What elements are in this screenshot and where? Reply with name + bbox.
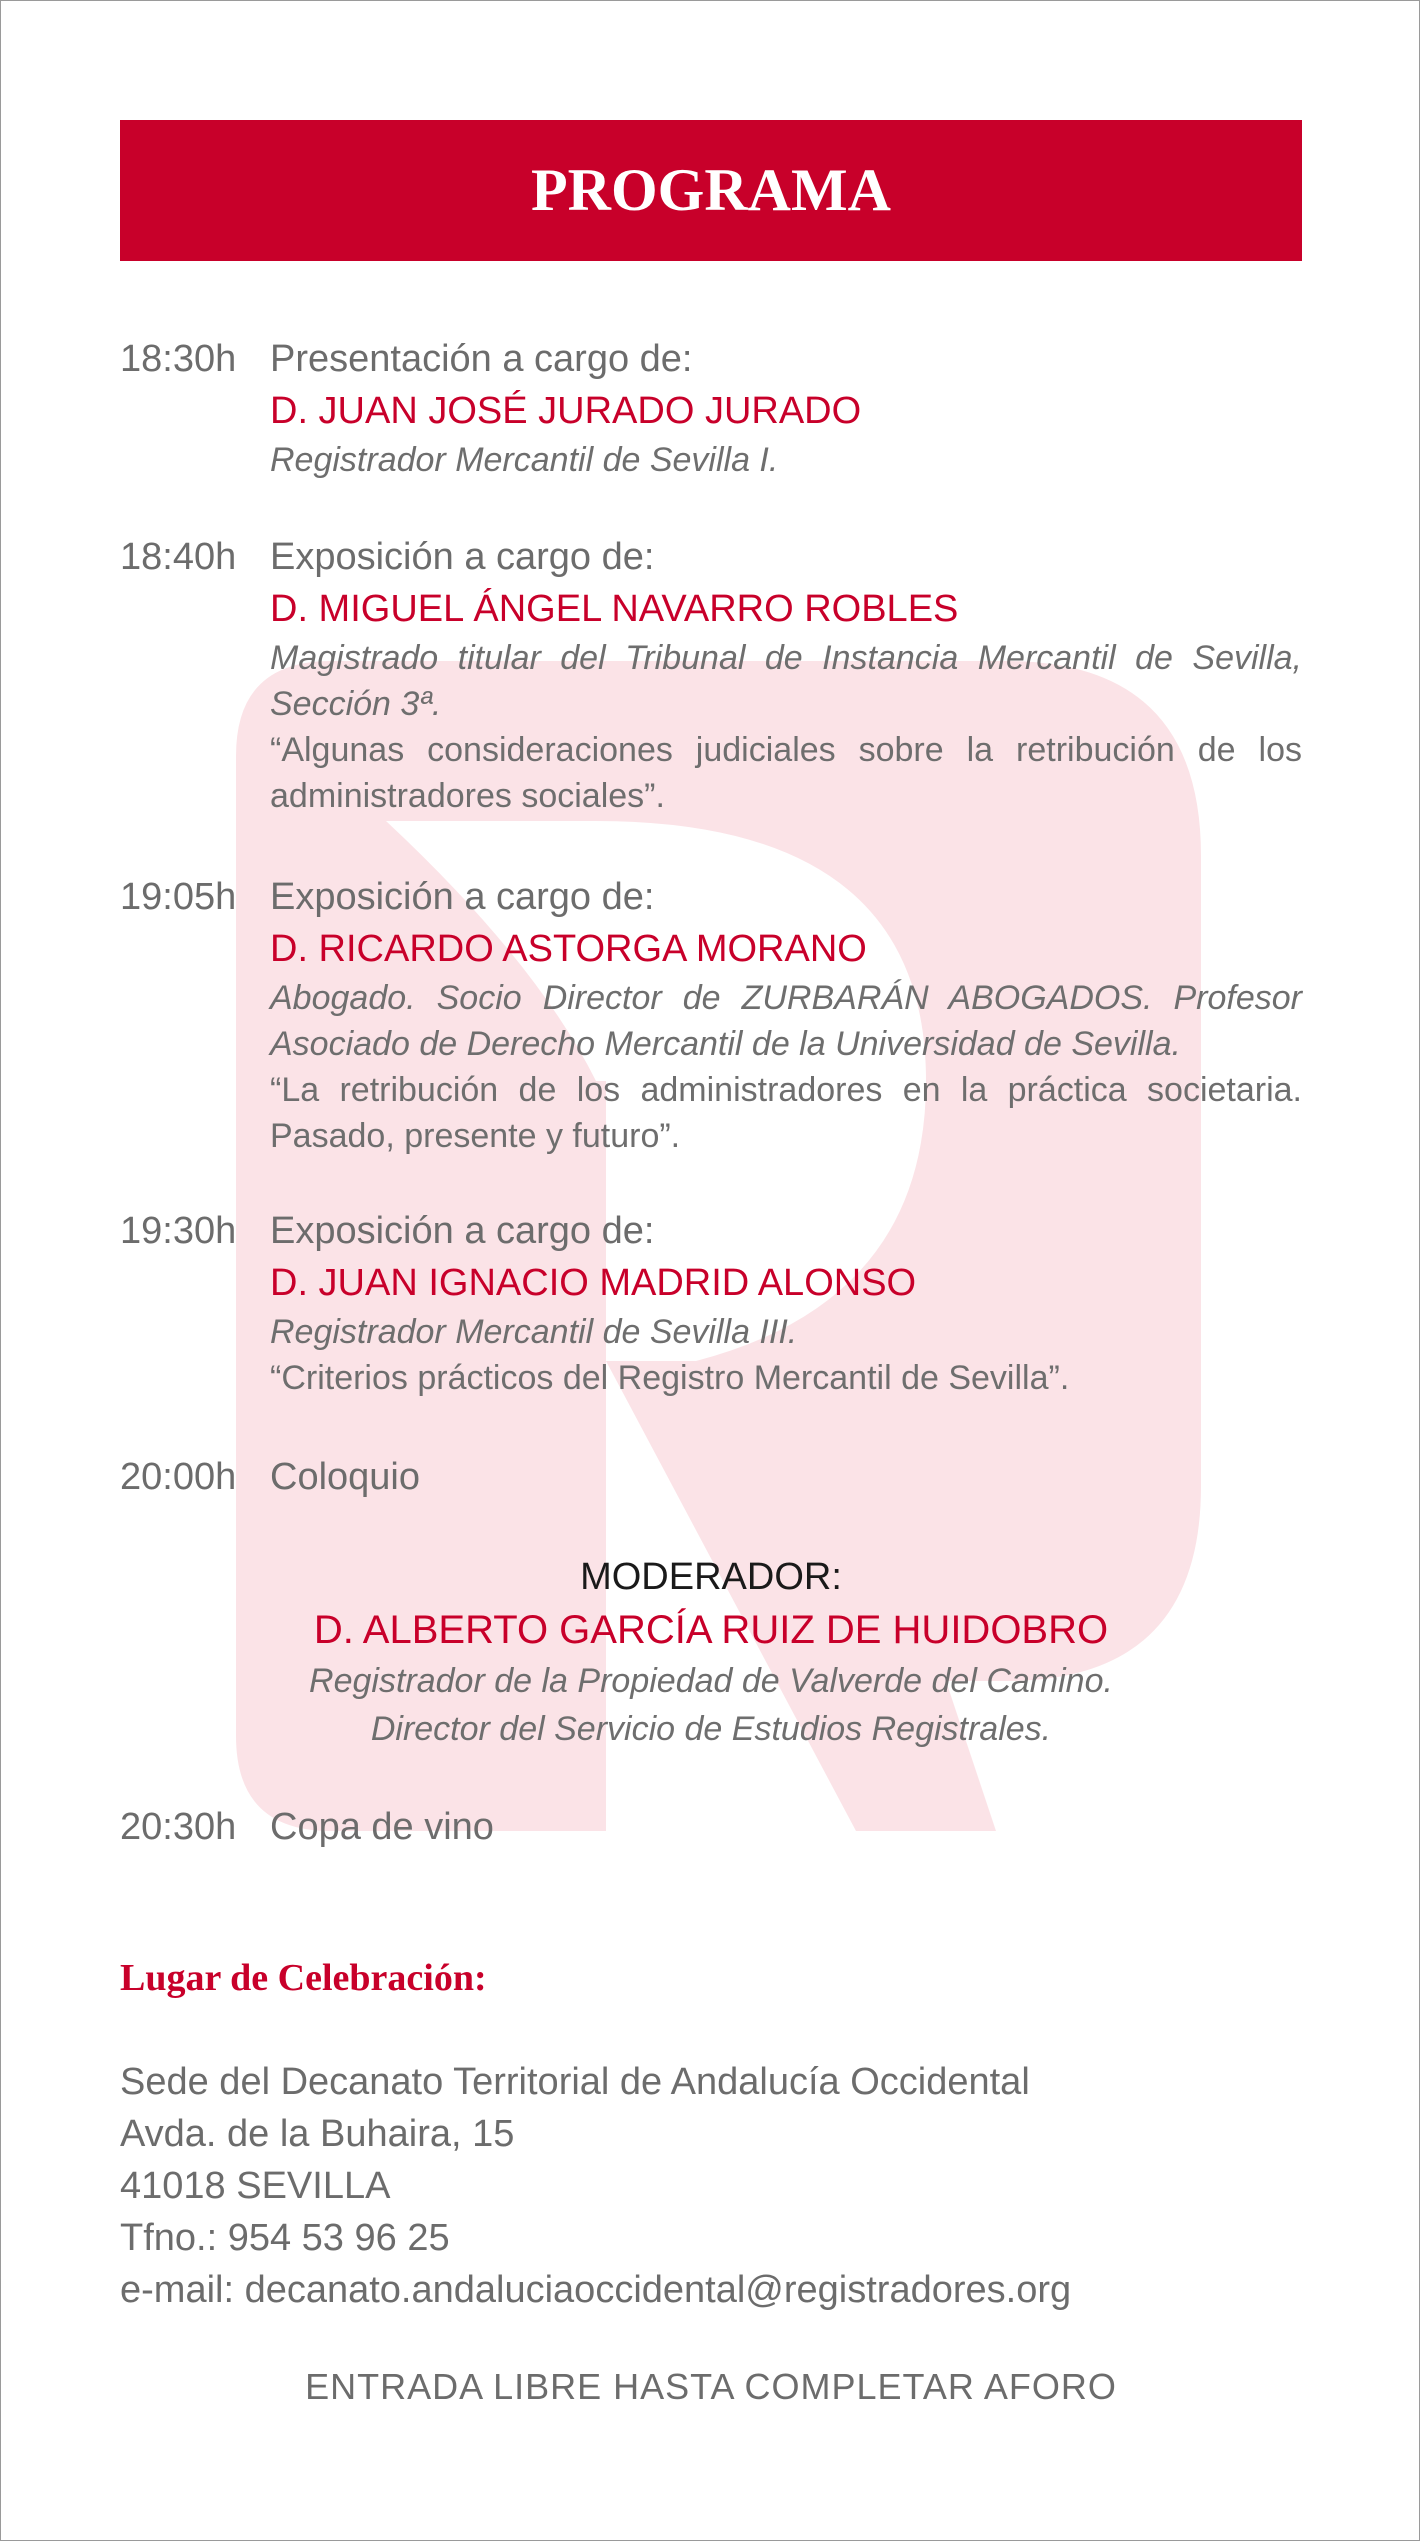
entry-time: 19:05h xyxy=(120,876,237,918)
talk-topic: “Algunas consideraciones judiciales sobre la retribución de los administradores sociales”. xyxy=(270,731,1302,815)
entry-lead: Exposición a cargo de: xyxy=(270,876,655,918)
entry-body xyxy=(270,1205,1302,1401)
speaker-role: Registrador Mercantil de Sevilla I. xyxy=(270,441,779,479)
speaker-name: D. JUAN JOSÉ JURADO JURADO xyxy=(270,390,862,432)
venue-address: Avda. de la Buhaira, 15 xyxy=(120,2113,515,2155)
speaker-role: Registrador Mercantil de Sevilla III. xyxy=(270,1313,798,1351)
entry-body xyxy=(270,333,1302,483)
entry-time: 18:30h xyxy=(120,338,237,380)
entry-lead: Exposición a cargo de: xyxy=(270,1210,655,1252)
speaker-role: Magistrado titular del Tribunal de Instancia Mercantil de Sevilla, Sección 3ª. xyxy=(270,639,1302,723)
entry-time: 20:00h xyxy=(120,1456,237,1498)
moderator-block xyxy=(120,1551,1302,1753)
entry-time: 19:30h xyxy=(120,1210,237,1252)
venue-phone: Tfno.: 954 53 96 25 xyxy=(120,2217,450,2259)
entry-body xyxy=(270,1801,1302,1853)
moderator-name: D. ALBERTO GARCÍA RUIZ DE HUIDOBRO xyxy=(313,1608,1109,1652)
entry-lead: Exposición a cargo de: xyxy=(270,536,655,578)
venue-heading: Lugar de Celebración: xyxy=(120,1957,487,1999)
moderator-role: Director del Servicio de Estudios Registrales. xyxy=(370,1710,1052,1748)
footer-note: ENTRADA LIBRE HASTA COMPLETAR AFORO xyxy=(305,2366,1117,2407)
entry-time: 20:30h xyxy=(120,1806,237,1848)
entry-lead: Copa de vino xyxy=(270,1806,494,1848)
entry-lead: Coloquio xyxy=(270,1456,420,1498)
venue-details xyxy=(120,2056,1071,2316)
entry-time: 18:40h xyxy=(120,536,237,578)
entry-body xyxy=(270,1451,1302,1503)
moderator-role: Registrador de la Propiedad de Valverde del Camino. xyxy=(309,1662,1113,1700)
entry-body xyxy=(270,871,1302,1159)
speaker-role: Abogado. Socio Director de ZURBARÁN ABOGADOS. Profesor Asociado de Derecho Mercantil de la Universidad de Sevilla. xyxy=(270,979,1302,1063)
venue-city: 41018 SEVILLA xyxy=(120,2165,391,2207)
talk-topic: “Criterios prácticos del Registro Mercantil de Sevilla”. xyxy=(270,1359,1070,1397)
speaker-name: D. JUAN IGNACIO MADRID ALONSO xyxy=(270,1262,917,1304)
talk-topic: “La retribución de los administradores en la práctica societaria. Pasado, presente y futuro”. xyxy=(270,1071,1302,1155)
venue-email: e-mail: decanato.andaluciaoccidental@registradores.org xyxy=(120,2269,1072,2311)
header-banner xyxy=(120,120,1302,261)
speaker-name: D. RICARDO ASTORGA MORANO xyxy=(270,928,867,970)
page-title: PROGRAMA xyxy=(531,157,891,223)
entry-body xyxy=(270,531,1302,819)
speaker-name: D. MIGUEL ÁNGEL NAVARRO ROBLES xyxy=(270,588,959,630)
entry-lead: Presentación a cargo de: xyxy=(270,338,693,380)
venue-name: Sede del Decanato Territorial de Andalucía Occidental xyxy=(120,2061,1030,2103)
moderator-title: MODERADOR: xyxy=(580,1556,842,1598)
